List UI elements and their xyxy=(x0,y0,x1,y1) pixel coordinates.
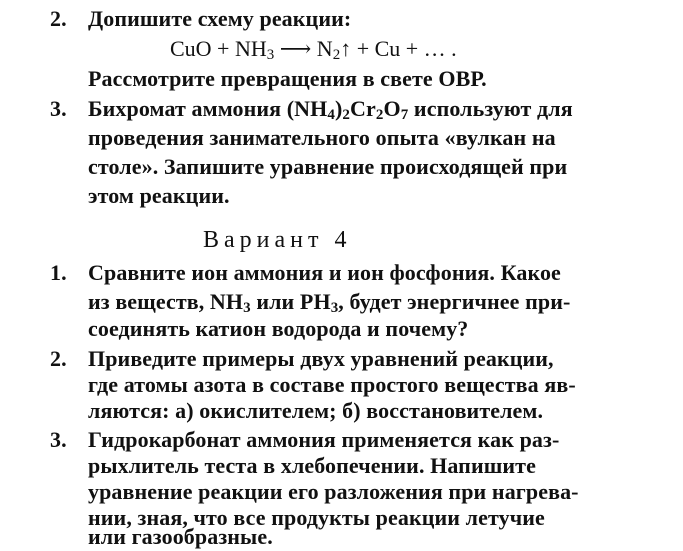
task-text-line: соединять катион водорода и почему? xyxy=(88,316,469,341)
task-text-line: столе». Запишите уравнение происходящей при xyxy=(88,154,568,179)
task-text-line: рыхлитель теста в хлебопечении. Напишите xyxy=(88,453,536,478)
task-text-line: нии, зная, что все продукты реакции летучие xyxy=(88,505,545,530)
task-text-line: этом реакции. xyxy=(88,183,230,208)
task-number: 2. xyxy=(50,346,67,371)
task-text-line: или газообразные. xyxy=(88,524,273,549)
task-number: 3. xyxy=(50,427,67,452)
task-number: 2. xyxy=(50,6,67,31)
reaction-scheme: CuO + $NH_3$ ⟶ $N_2↑ + Cu$ + … . xyxy=(170,36,457,63)
task-text-line: Гидрокарбонат аммония применяется как раз- xyxy=(88,427,560,452)
task-text-line: проведения занимательного опыта «вулкан на xyxy=(88,125,556,150)
reaction-arrow: ⟶ xyxy=(279,36,312,61)
task-text-line: Приведите примеры двух уравнений реакции, xyxy=(88,346,554,371)
task-text-line: ляются: а) окислителем; б) восстановителем. xyxy=(88,398,544,423)
task-text-line: уравнение реакции его разложения при нагрева- xyxy=(88,479,579,504)
task-number: 3. xyxy=(50,96,67,121)
variant-heading: Вариант 4 xyxy=(203,227,352,253)
task-text-line: Допишите схему реакции: xyxy=(88,6,352,31)
task-text-line: где атомы азота в составе простого вещества яв- xyxy=(88,372,576,397)
task-text-line: Рассмотрите превращения в свете ОВР. xyxy=(88,66,487,91)
task-text-line: из веществ, $NH_3$ или $PH_3$, будет энергичнее при- xyxy=(88,289,571,316)
task-number: 1. xyxy=(50,260,67,285)
gas-arrow: ↑ xyxy=(340,36,352,61)
task-text-line: Бихромат аммония $(NH_4)_2Cr_2O_7$ используют для xyxy=(88,96,573,123)
task-text-line: Сравните ион аммония и ион фосфония. Какое xyxy=(88,260,561,285)
